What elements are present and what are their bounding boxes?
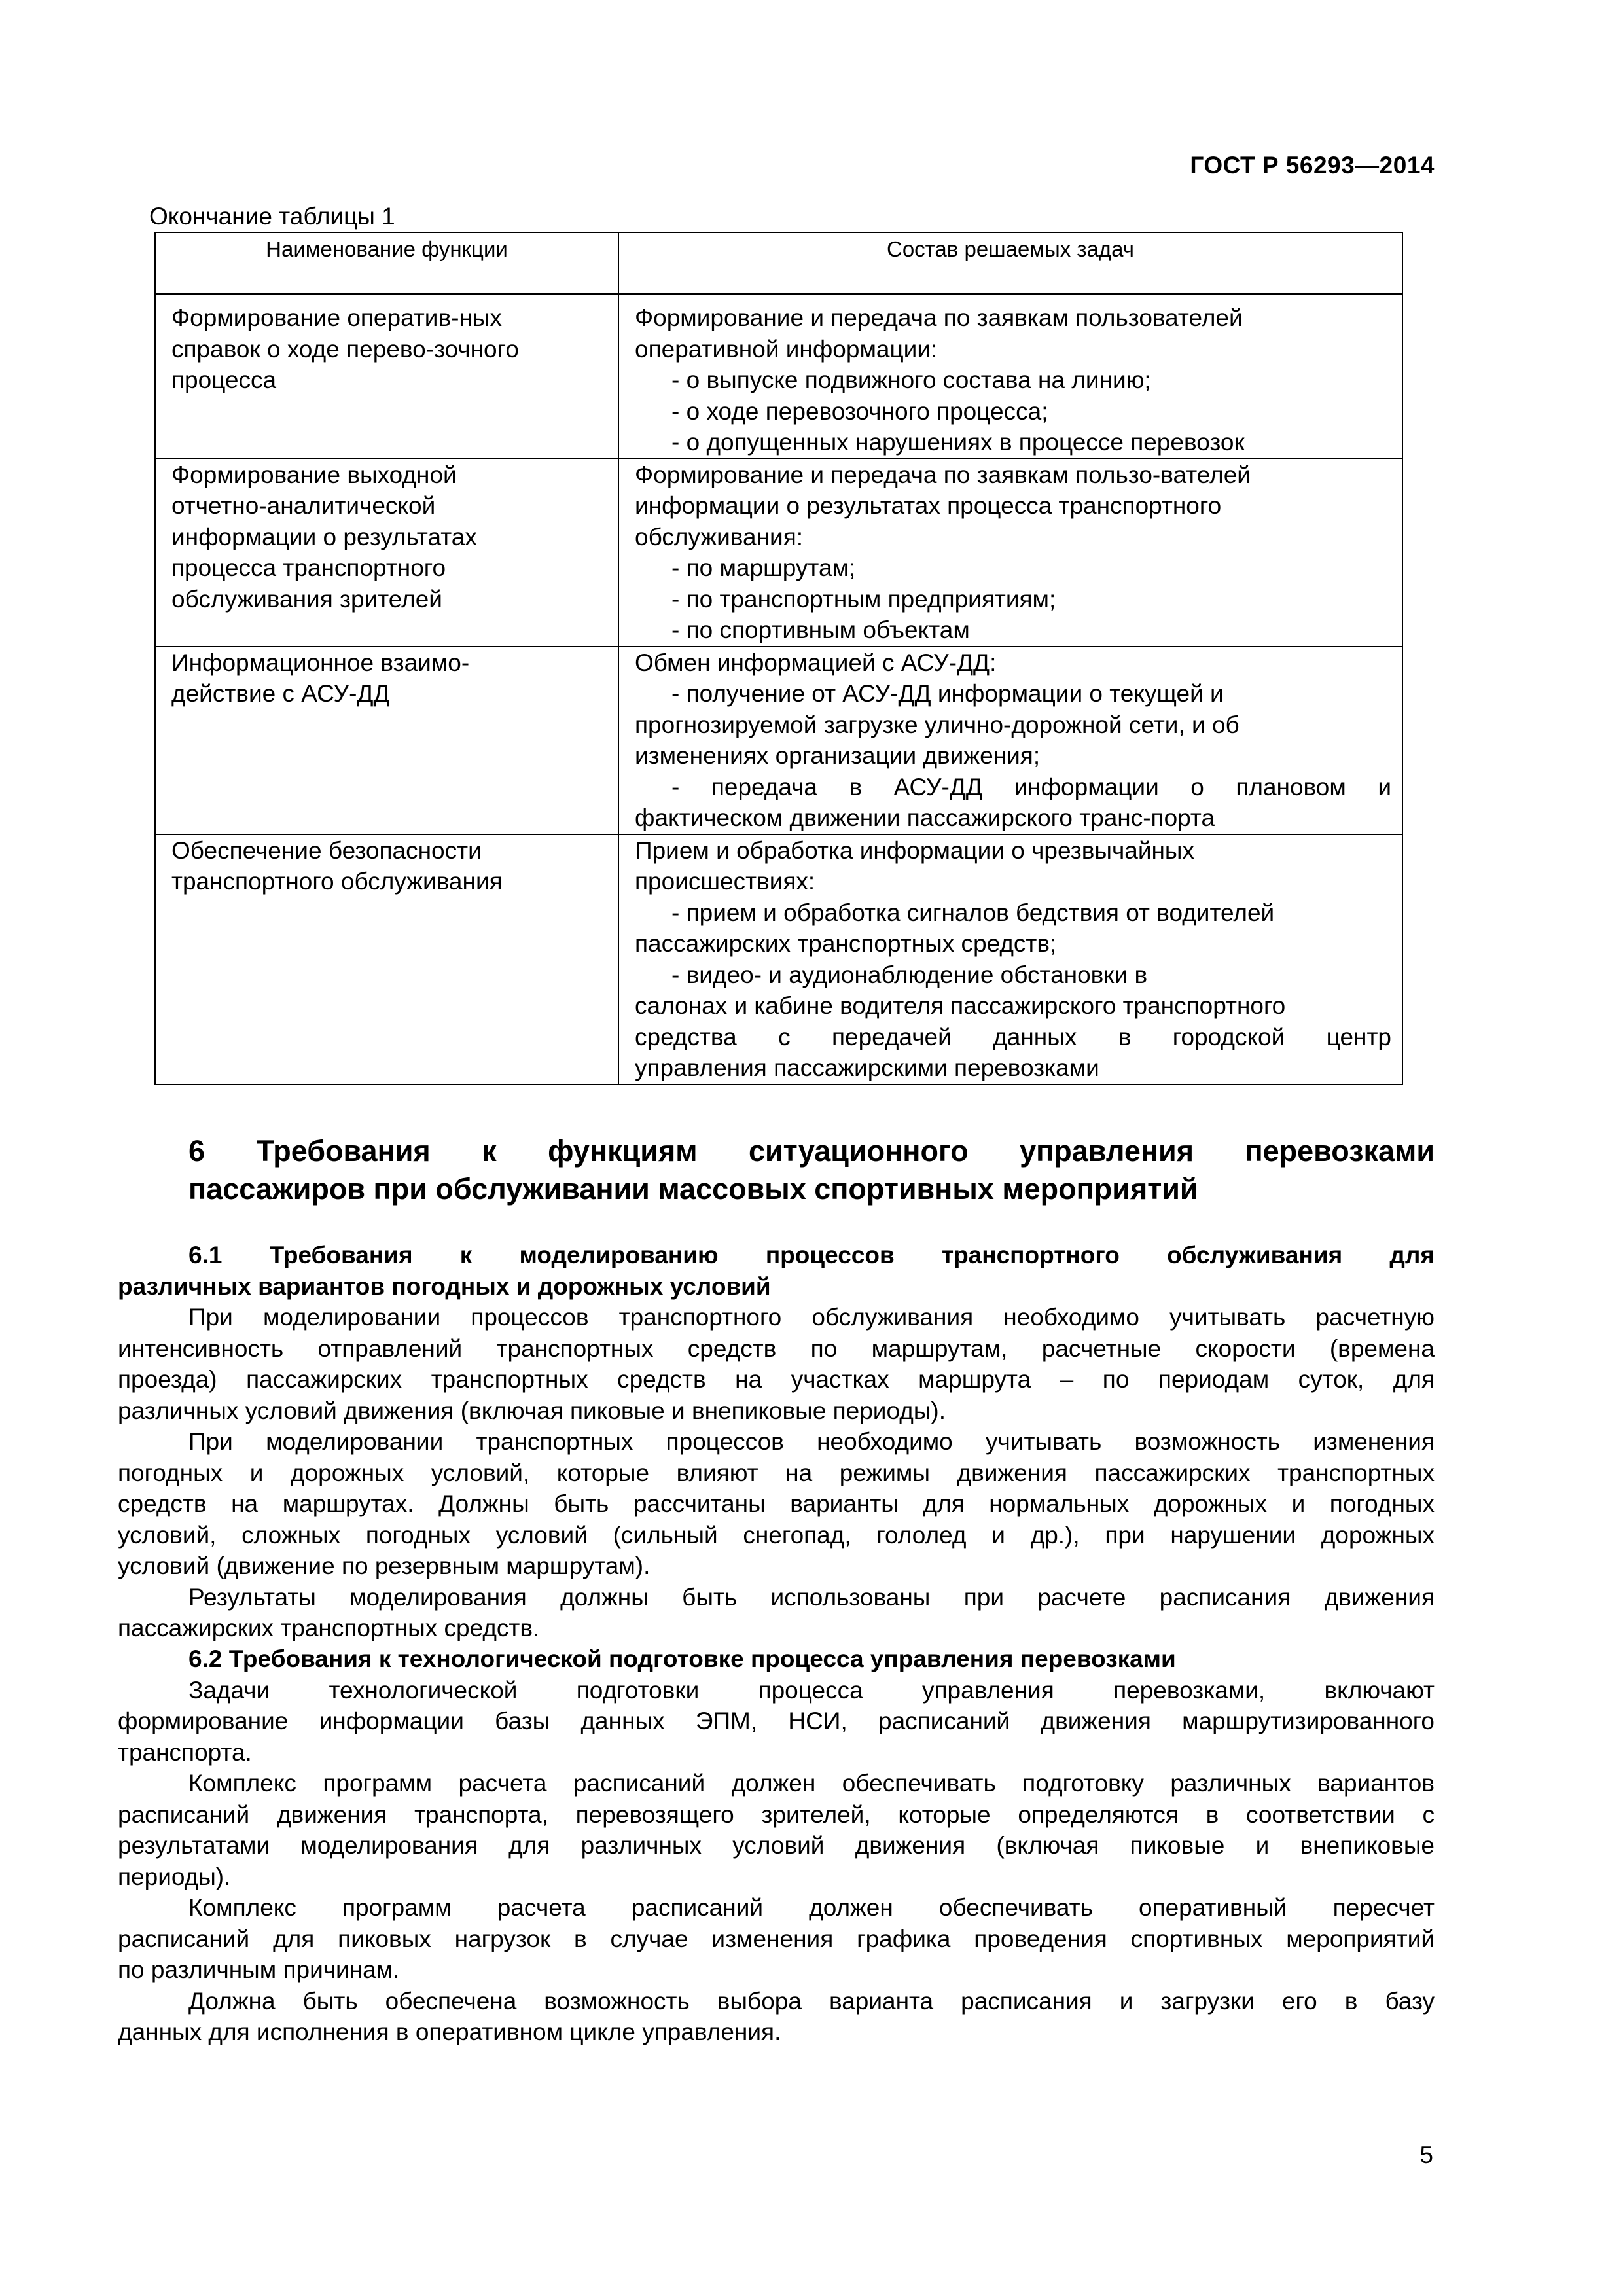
cell-text-line: Формирование и передача по заявкам пользователей [635, 304, 1243, 331]
task-bullet: - по маршрутам; [671, 554, 856, 581]
paragraph-line: расписаний для пиковых нагрузок в случае изменения графика проведения спортивных мероприятий [118, 1925, 1435, 1952]
function-name-cell [155, 459, 618, 647]
paragraph-line: проезда) пассажирских транспортных средств на участках маршрута – по периодам суток, для [118, 1366, 1435, 1393]
heading-line: 6 Требования к функциям ситуационного управления перевозками [188, 1134, 1435, 1168]
paragraph-line: по различным причинам. [118, 1956, 400, 1983]
cell-text-line: происшествиях: [635, 868, 815, 895]
paragraph-line: погодных и дорожных условий, которые влияют на режимы движения пассажирских транспортных [118, 1459, 1435, 1486]
section-6-2 [118, 1643, 1435, 2048]
paragraph-line: Задачи технологической подготовки процесса управления перевозками, включают [188, 1676, 1435, 1704]
cell-text-line: управления пассажирскими перевозками [635, 1054, 1099, 1081]
section-6-heading [188, 1132, 1435, 1208]
section-6-1 [118, 1240, 1435, 1644]
task-bullet: - получение от АСУ-ДД информации о текущей и [671, 680, 1224, 707]
cell-text-line: транспортного обслуживания [171, 868, 503, 895]
column-header-tasks: Состав решаемых задач [618, 232, 1402, 294]
function-name-cell [155, 834, 618, 1085]
subsection-heading-line: 6.1 Требования к моделированию процессов транспортного обслуживания для [188, 1242, 1435, 1268]
cell-text-line: Формирование выходной [171, 461, 457, 488]
paragraph-line: средств на маршрутах. Должны быть рассчитаны варианты для нормальных дорожных и погодных [118, 1490, 1435, 1517]
paragraph-line: Комплекс программ расчета расписаний должен обеспечивать оперативный пересчет [188, 1894, 1435, 1921]
functions-table [154, 232, 1403, 1085]
task-bullet: - по транспортным предприятиям; [671, 585, 1056, 613]
document-id: ГОСТ Р 56293—2014 [1190, 152, 1435, 179]
paragraph-line: расписаний движения транспорта, перевозящего зрителей, которые определяются в соответствии с [118, 1801, 1435, 1828]
paragraph-line: Комплекс программ расчета расписаний должен обеспечивать подготовку различных вариантов [188, 1770, 1435, 1797]
task-bullet: - по спортивным объектам [671, 617, 970, 643]
tasks-cell [618, 294, 1402, 459]
tasks-cell [618, 647, 1402, 834]
cell-text-line: фактическом движении пассажирского транс-порта [635, 804, 1215, 831]
paragraph-line: При моделировании транспортных процессов необходимо учитывать возможность изменения [188, 1428, 1435, 1455]
table-row [155, 294, 1402, 459]
paragraph-line: различных условий движения (включая пиковые и внепиковые периоды). [118, 1397, 946, 1424]
function-name-cell [155, 294, 618, 459]
table-caption: Окончание таблицы 1 [149, 203, 395, 230]
tasks-cell [618, 834, 1402, 1085]
paragraph-line: условий, сложных погодных условий (сильный снегопад, гололед и др.), при нарушении дорожных [118, 1521, 1435, 1549]
cell-text-line: Обмен информацией с АСУ-ДД: [635, 649, 997, 676]
cell-text-line: действие с АСУ-ДД [171, 680, 390, 707]
cell-text-line: пассажирских транспортных средств; [635, 930, 1057, 957]
cell-text-line: салонах и кабине водителя пассажирского транспортного [635, 992, 1286, 1019]
paragraph-line: периоды). [118, 1863, 231, 1890]
task-bullet: - о ходе перевозочного процесса; [671, 397, 1048, 425]
table-row [155, 459, 1402, 647]
cell-text-line: информации о результатах процесса транспортного [635, 492, 1222, 519]
cell-text-line: информации о результатах [171, 523, 477, 550]
cell-text-line: обслуживания: [635, 523, 804, 550]
cell-text-line: прогнозируемой загрузке улично-дорожной сети, и об [635, 711, 1240, 738]
page-number: 5 [1419, 2142, 1433, 2168]
paragraph-line: пассажирских транспортных средств. [118, 1615, 540, 1641]
subsection-heading: 6.2 Требования к технологической подготовке процесса управления перевозками [188, 1645, 1176, 1672]
paragraph-line: Результаты моделирования должны быть использованы при расчете расписания движения [188, 1583, 1435, 1611]
paragraph-line: интенсивность отправлений транспортных средств по маршрутам, расчетные скорости (времена [118, 1335, 1435, 1362]
function-name-cell [155, 647, 618, 834]
subsection-heading-line: различных вариантов погодных и дорожных условий [118, 1272, 771, 1300]
paragraph-line: транспорта. [118, 1738, 252, 1766]
cell-text-line: процесса транспортного [171, 554, 446, 581]
cell-text-line: средства с передачей данных в городской центр [635, 1023, 1391, 1050]
heading-line: пассажиров при обслуживании массовых спортивных мероприятий [188, 1172, 1198, 1206]
cell-text-line: Формирование оператив-ных [171, 304, 502, 331]
table-header-row [155, 232, 1402, 294]
paragraph-line: условий (движение по резервным маршрутам). [118, 1552, 651, 1579]
column-header-function-name: Наименование функции [155, 232, 618, 294]
table-row [155, 647, 1402, 834]
paragraph-line: формирование информации базы данных ЭПМ, НСИ, расписаний движения маршрутизированного [118, 1708, 1435, 1734]
task-bullet: - о выпуске подвижного состава на линию; [671, 367, 1151, 393]
task-bullet: - видео- и аудионаблюдение обстановки в [671, 961, 1148, 988]
paragraph-line: данных для исполнения в оперативном цикле управления. [118, 2018, 781, 2045]
paragraph-line: При моделировании процессов транспортного обслуживания необходимо учитывать расчетную [188, 1304, 1435, 1331]
cell-text-line: Прием и обработка информации о чрезвычайных [635, 836, 1195, 864]
cell-text-line: справок о ходе перево-зочного [171, 335, 519, 363]
paragraph-line: результатами моделирования для различных условий движения (включая пиковые и внепиковые [118, 1832, 1435, 1859]
cell-text-line: изменениях организации движения; [635, 742, 1041, 769]
task-bullet: - передача в АСУ-ДД информации о плановом и [671, 773, 1391, 800]
cell-text-line: отчетно-аналитической [171, 492, 436, 519]
cell-text-line: Информационное взаимо- [171, 649, 470, 676]
cell-text-line: Формирование и передача по заявкам пользо-вателей [635, 461, 1251, 488]
tasks-cell [618, 459, 1402, 647]
paragraph-line: Должна быть обеспечена возможность выбора варианта расписания и загрузки его в базу [188, 1987, 1435, 2015]
cell-text-line: обслуживания зрителей [171, 585, 442, 613]
task-bullet: - прием и обработка сигналов бедствия от водителей [671, 899, 1275, 926]
cell-text-line: оперативной информации: [635, 335, 938, 363]
cell-text-line: Обеспечение безопасности [171, 836, 482, 864]
table-row [155, 834, 1402, 1085]
cell-text-line: процесса [171, 367, 277, 393]
task-bullet: - о допущенных нарушениях в процессе перевозок [671, 429, 1245, 456]
